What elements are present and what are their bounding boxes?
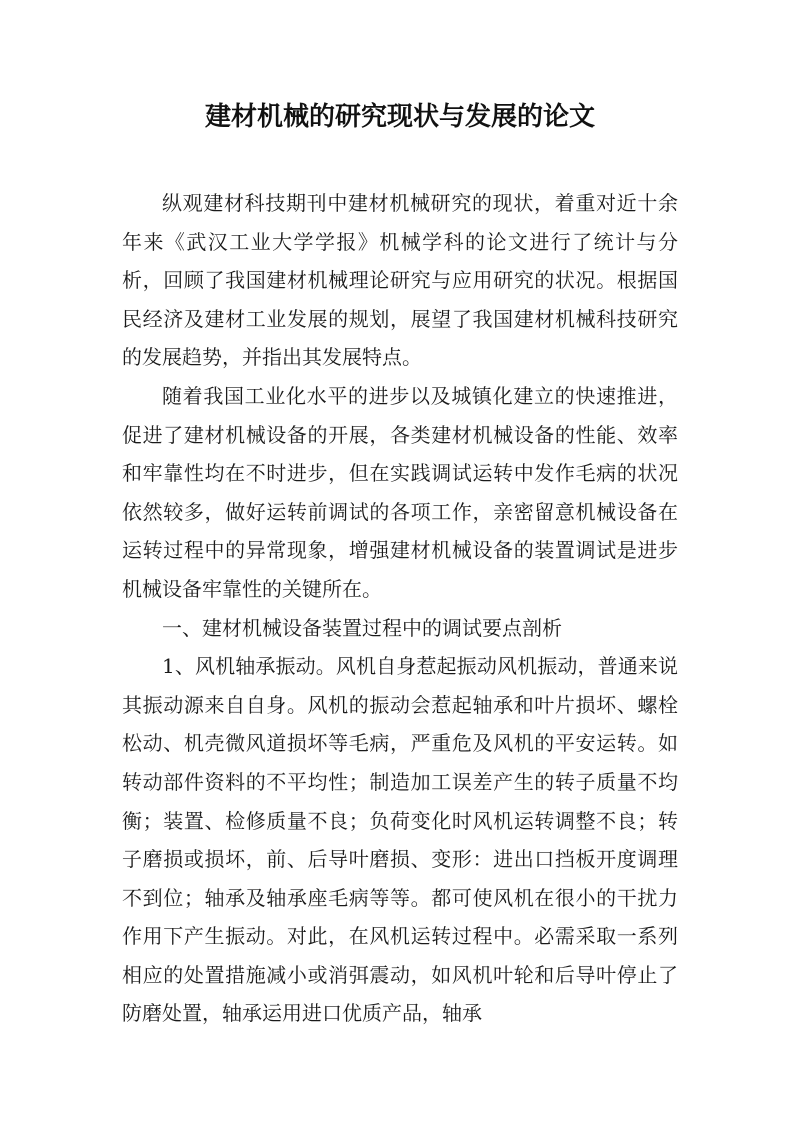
- section-heading: 一、建材机械设备装置过程中的调试要点剖析: [162, 615, 562, 640]
- document-title: 建材机械的研究现状与发展的论文: [204, 102, 595, 132]
- paragraph-abstract: 纵观建材科技期刊中建材机械研究的现状，着重对近十余年来《武汉工业大学学报》机械学科的论文进行了统计与分析，回顾了我国建材机械理论研究与应用研究的状况。根据国民经济及建材工业发展的规划，展望了我国建材机械科技研究的发展趋势，并指出其发展特点。: [122, 191, 678, 370]
- paragraph-intro: 随着我国工业化水平的进步以及城镇化建立的快速推进，促进了建材机械设备的开展，各类建材机械设备的性能、效率和牢靠性均在不时进步，但在实践调试运转中发作毛病的状况依然较多，做好运转前调试的各项工作，亲密留意机械设备在运转过程中的异常现象，增强建材机械设备的装置调试是进步机械设备牢靠性的关键所在。: [122, 383, 678, 601]
- document-body: [122, 184, 678, 1033]
- paragraph-fan-vibration: 1、风机轴承振动。风机自身惹起振动风机振动，普通来说其振动源来自自身。风机的振动会惹起轴承和叶片损坏、螺栓松动、机壳微风道损坏等毛病，严重危及风机的平安运转。如转动部件资料的不平均性；制造加工误差产生的转子质量不均衡；装置、检修质量不良；负荷变化时风机运转调整不良；转子磨损或损坏，前、后导叶磨损、变形：进出口挡板开度调理不到位；轴承及轴承座毛病等等。都可使风机在很小的干扰力作用下产生振动。对此，在风机运转过程中。必需采取一系列相应的处置措施减小或消弭震动，如风机叶轮和后导叶停止了防磨处置，轴承运用进口优质产品，轴承: [122, 654, 678, 1026]
